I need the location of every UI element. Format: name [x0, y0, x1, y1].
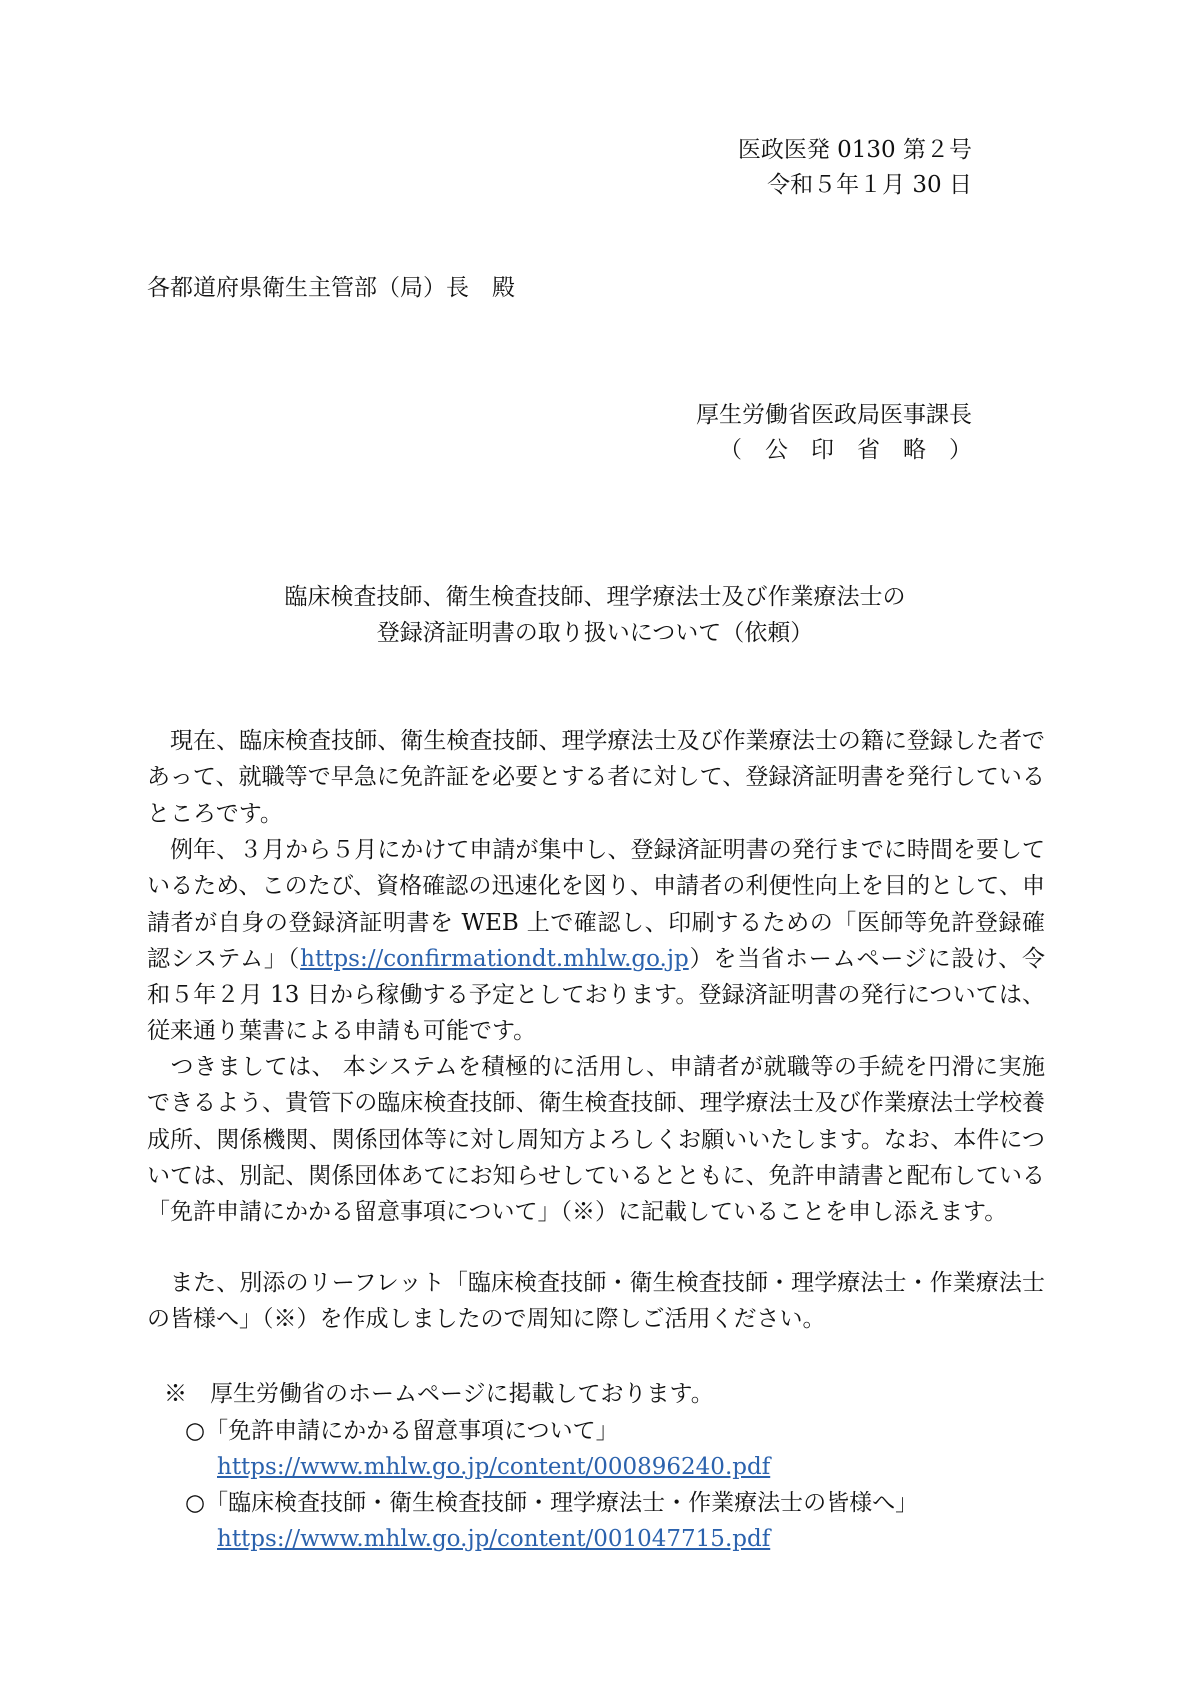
note-item-link-2[interactable]: https://www.mhlw.go.jp/content/001047715.pdf [217, 1526, 771, 1552]
confirmation-system-link[interactable]: https://confirmationdt.mhlw.go.jp [300, 945, 689, 972]
notes-heading: ※ 厚生労働省のホームページに掲載しております。 [164, 1381, 714, 1407]
document-number: 医政医発 0130 第２号 [737, 137, 972, 163]
body-paragraph-2 [147, 832, 1045, 1050]
note-item-title-2: ○「臨床検査技師・衛生検査技師・理学療法士・作業療法士の皆様へ」 [185, 1490, 919, 1516]
body-paragraph-1-text: 現在、臨床検査技師、衛生検査技師、理学療法士及び作業療法士の籍に登録した者であって、就職等で早急に免許証を必要とする者に対して、登録済証明書を発行しているところです。 [147, 728, 1045, 827]
body-paragraph-4-text: また、別添のリーフレット「臨床検査技師・衛生検査技師・理学療法士・作業療法士の皆様へ」（※）を作成しましたので周知に際しご活用ください。 [147, 1270, 1045, 1333]
subject-title-line-2: 登録済証明書の取り扱いについて（依頼） [376, 620, 814, 646]
addressee: 各都道府県衛生主管部（局）長 殿 [147, 275, 515, 301]
body-paragraph-4 [147, 1265, 1045, 1338]
note-item-title-1: ○「免許申請にかかる留意事項について」 [185, 1418, 619, 1444]
sender-name: 厚生労働省医政局医事課長 [696, 402, 972, 428]
document-date: 令和５年１月 30 日 [767, 172, 972, 198]
seal-omitted-note: （ 公 印 省 略 ） [719, 437, 972, 463]
body-paragraph-1 [147, 723, 1045, 832]
subject-title-line-1: 臨床検査技師、衛生検査技師、理学療法士及び作業療法士の [284, 584, 906, 610]
body-paragraph-3-text: つきましては、 本システムを積極的に活用し、申請者が就職等の手続を円滑に実施できるよう、貴管下の臨床検査技師、衛生検査技師、理学療法士及び作業療法士学校養成所、関係機関、関係団体等に対し周知方よろしくお願いいたします。なお、本件については、別記、関係団体あてにお知らせしているとともに、免許申請書と配布している「免許申請にかかる留意事項について」（※）に記載していることを申し添えます。 [147, 1054, 1045, 1226]
body-paragraph-3 [147, 1049, 1045, 1230]
note-item-link-1[interactable]: https://www.mhlw.go.jp/content/000896240.pdf [217, 1454, 771, 1480]
body-paragraph-2-text-after: ）を当省ホームページに設け、令和５年２月 13 日から稼働する予定としております。登録済証明書の発行については、従来通り葉書による申請も可能です。 [147, 945, 1046, 1045]
body-paragraph-2-text-before: 例年、３月から５月にかけて申請が集中し、登録済証明書の発行までに時間を要しているため、このたび、資格確認の迅速化を図り、申請者の利便性向上を目的として、申請者が自身の登録済証明書を WEB 上で確認し、印刷するための「医師等免許登録確認システム」（ [147, 837, 1045, 972]
